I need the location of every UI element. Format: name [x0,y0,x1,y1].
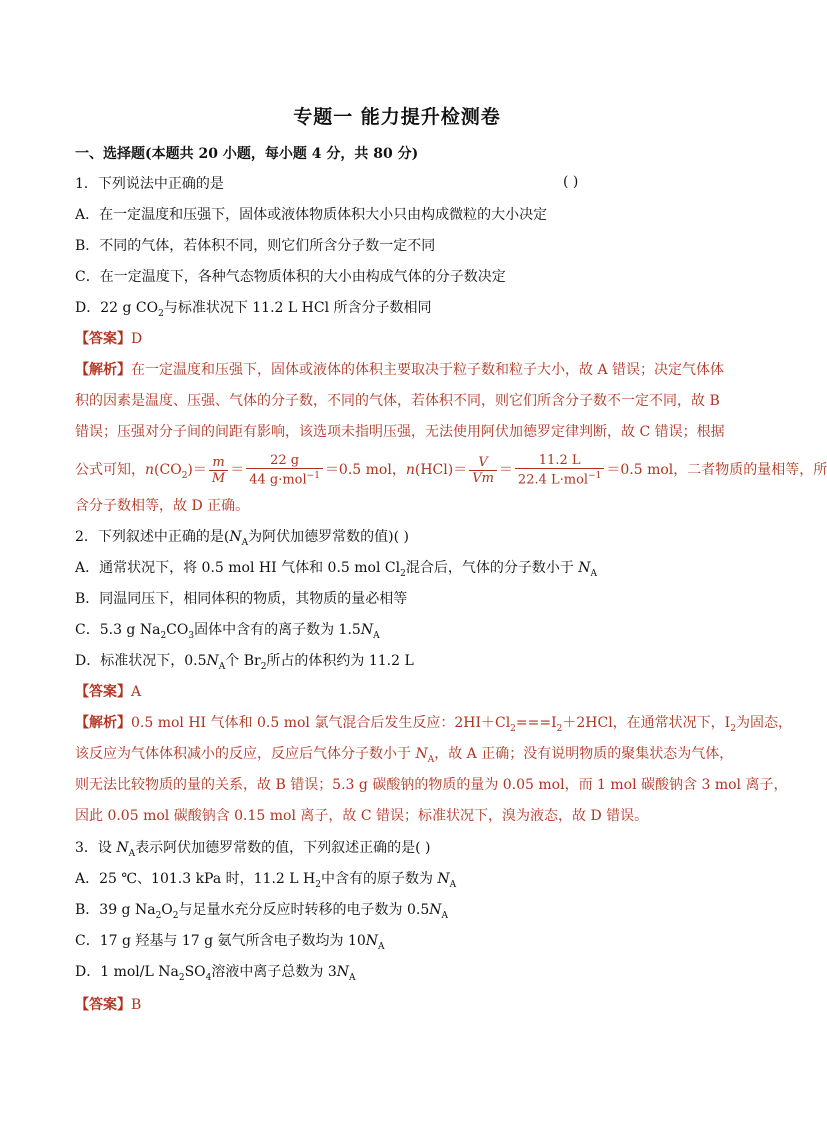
q1-answer: 【答案】D [75,331,143,347]
q1-analysis-line-5: 含分子数相等，故 D 正确。 [75,498,250,514]
q3-option-a: A．25 ℃、101.3 kPa 时，11.2 L $H_2$中含有的原子数为 $N_A$ [75,871,457,890]
q1-answer-paren: ( ) [563,174,579,190]
q2-analysis-line-1: 【解析】0.5 mol HI 气体和 0.5 mol 氯气混合后发生反应：$2HI+Cl_2===I_2+2HCl$，在通常状况下，$I_2$为固态， [75,715,792,734]
q2-option-c: C．5.3 g $Na_2CO_3$固体中含有的离子数为 $1.5N_A$ [75,622,380,641]
fraction-11-2L: $\frac{11.2 L}{22.4 L\cdot mol^{-1}}$ [515,453,604,487]
q2-analysis-line-3: 则无法比较物质的量的关系，故 B 错误；5.3 g 碳酸钠的物质的量为 0.05 mol，而 1 mol 碳酸钠含 3 mol 离子， [75,777,788,793]
q2-option-d: D．标准状况下，$0.5N_A$个 $Br_2$所占的体积约为 11.2 L [75,653,414,672]
page-title: 专题一 能力提升检测卷 [293,106,501,128]
fraction-m-over-M: $\frac{m}{M}$ [209,455,228,486]
q3-option-c: C．17 g 羟基与 17 g 氨气所含电子数均为 $10N_A$ [75,933,385,952]
q3-option-b: B．39 g $Na_2O_2$与足量水充分反应时转移的电子数为 $0.5N_A$ [75,902,448,921]
q1-option-d: D．22 g $CO_2$与标准状况下 11.2 L HCl 所含分子数相同 [75,300,432,319]
q2-analysis-line-2: 该反应为气体体积减小的反应，反应后气体分子数小于 $N_A$，故 A 正确；没有说明物质的聚集状态为气体， [75,746,734,765]
q1-analysis-line-2: 积的因素是温度、压强、气体的分子数，不同的气体，若体积不同，则它们所含分子数不一定不同，故 B [75,393,720,409]
q1-option-c: C．在一定温度下，各种气态物质体积的大小由构成气体的分子数决定 [75,269,506,285]
q1-option-a: A．在一定温度和压强下，固体或液体物质体积大小只由构成微粒的大小决定 [75,207,548,223]
q2-option-b: B．同温同压下，相同体积的物质，其物质的量必相等 [75,591,408,607]
q2-stem: 2．下列叙述中正确的是($N_A$为阿伏加德罗常数的值)( ) [75,529,409,548]
q1-stem: 1．下列说法中正确的是 [75,176,224,192]
q1-analysis-line-3: 错误；压强对分子间的间距有影响，该选项未指明压强，无法使用阿伏加德罗定律判断，故 C 错误；根据 [75,424,725,440]
q1-analysis-formula-line: 公式可知，$n(CO_2)=$ $\frac{m}{M}$ ＝ $\frac{22 g}{44 g\cdot mol^{-1}}$ ＝0.5 mol，n(HCl)＝ $\frac{V}{Vm}$ ＝ $\frac{11.2 L}{22.4 L\cdot mol^{-1}}$ ＝0.5 mol，二者物质的量相等，所 [75,453,827,488]
q3-stem: 3．设 $N_A$表示阿伏加德罗常数的值，下列叙述正确的是( ) [75,840,431,859]
q2-answer: 【答案】A [75,684,142,700]
section-heading: 一、选择题(本题共 20 小题，每小题 4 分，共 80 分) [75,146,419,162]
q1-analysis-line-1: 【解析】在一定温度和压强下，固体或液体的体积主要取决于粒子数和粒子大小，故 A 错误；决定气体体 [75,362,725,378]
q3-answer: 【答案】B [75,997,142,1013]
q3-option-d: D．1 mol/L $Na_2SO_4$溶液中离子总数为 $3N_A$ [75,964,356,983]
q2-option-a: A．通常状况下，将 0.5 mol HI 气体和 0.5 mol $Cl_2$混合后，气体的分子数小于 $N_A$ [75,560,598,579]
q1-option-b: B．不同的气体，若体积不同，则它们所含分子数一定不同 [75,238,436,254]
fraction-22g: $\frac{22 g}{44 g\cdot mol^{-1}}$ [246,453,323,487]
q2-analysis-line-4: 因此 0.05 mol 碳酸钠含 0.15 mol 离子，故 C 错误；标准状况下，溴为液态，故 D 错误。 [75,808,649,824]
fraction-V-over-Vm: $\frac{V}{Vm}$ [469,455,497,486]
